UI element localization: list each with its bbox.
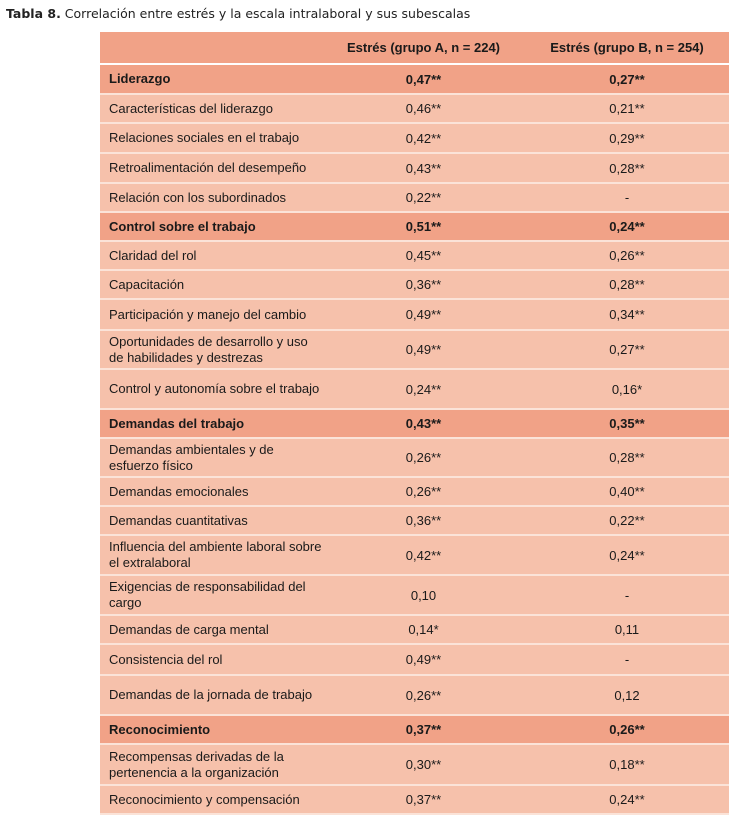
value-group-b: 0,26** (525, 241, 729, 270)
value-group-b: 0,18** (525, 744, 729, 785)
table-row (100, 535, 729, 575)
value-group-b: 0,35** (525, 409, 729, 438)
row-label: Retroalimentación del desempeño (100, 153, 322, 183)
row-label: Exigencias de responsabilidad del cargo (100, 575, 322, 615)
value-group-b: 0,29** (525, 123, 729, 153)
row-label: Participación y manejo del cambio (100, 299, 322, 330)
value-group-b: - (525, 644, 729, 675)
value-group-b: 0,24** (525, 785, 729, 814)
value-group-a: 0,36** (322, 270, 525, 299)
correlation-table (100, 32, 729, 815)
table-row (100, 438, 729, 477)
value-group-a: 0,26** (322, 675, 525, 715)
section-row (100, 409, 729, 438)
value-group-b: 0,28** (525, 270, 729, 299)
value-group-b: 0,12 (525, 675, 729, 715)
table-row (100, 299, 729, 330)
value-group-b: - (525, 575, 729, 615)
header-group-a: Estrés (grupo A, n = 224) (322, 32, 525, 64)
value-group-a: 0,42** (322, 535, 525, 575)
value-group-a: 0,45** (322, 241, 525, 270)
row-label: Consistencia del rol (100, 644, 322, 675)
section-row (100, 715, 729, 744)
row-label: Control sobre el trabajo (100, 212, 322, 241)
value-group-a: 0,36** (322, 506, 525, 535)
row-label: Características del liderazgo (100, 94, 322, 123)
row-label: Demandas ambientales y de esfuerzo físico (100, 438, 322, 477)
header-group-b: Estrés (grupo B, n = 254) (525, 32, 729, 64)
table-row (100, 575, 729, 615)
value-group-a: 0,37** (322, 715, 525, 744)
value-group-a: 0,49** (322, 330, 525, 369)
value-group-a: 0,43** (322, 153, 525, 183)
table-number: Tabla 8. (6, 6, 61, 21)
value-group-a: 0,26** (322, 477, 525, 506)
value-group-b: 0,34** (525, 299, 729, 330)
value-group-a: 0,42** (322, 123, 525, 153)
value-group-a: 0,37** (322, 785, 525, 814)
value-group-a: 0,14* (322, 615, 525, 644)
row-label: Relación con los subordinados (100, 183, 322, 212)
row-label: Demandas de la jornada de trabajo (100, 675, 322, 715)
value-group-a: 0,46** (322, 94, 525, 123)
row-label: Reconocimiento y compensación (100, 785, 322, 814)
value-group-b: 0,28** (525, 438, 729, 477)
table-row (100, 675, 729, 715)
table-row (100, 241, 729, 270)
value-group-a: 0,47** (322, 64, 525, 94)
table-row (100, 270, 729, 299)
value-group-a: 0,49** (322, 299, 525, 330)
value-group-b: 0,22** (525, 506, 729, 535)
row-label: Demandas emocionales (100, 477, 322, 506)
row-label: Demandas del trabajo (100, 409, 322, 438)
table-row (100, 183, 729, 212)
section-row (100, 64, 729, 94)
value-group-a: 0,26** (322, 438, 525, 477)
table-row (100, 330, 729, 369)
table-row (100, 153, 729, 183)
value-group-a: 0,24** (322, 369, 525, 409)
value-group-a: 0,10 (322, 575, 525, 615)
header-subscale (100, 32, 322, 64)
table-row (100, 615, 729, 644)
value-group-b: 0,28** (525, 153, 729, 183)
table-row (100, 785, 729, 814)
row-label: Control y autonomía sobre el trabajo (100, 369, 322, 409)
table-row (100, 477, 729, 506)
value-group-b: 0,16* (525, 369, 729, 409)
row-label: Capacitación (100, 270, 322, 299)
row-label: Liderazgo (100, 64, 322, 94)
table-row (100, 506, 729, 535)
value-group-b: 0,27** (525, 330, 729, 369)
value-group-b: 0,40** (525, 477, 729, 506)
row-label: Relaciones sociales en el trabajo (100, 123, 322, 153)
table-row (100, 744, 729, 785)
table-row (100, 94, 729, 123)
section-row (100, 212, 729, 241)
table-row (100, 369, 729, 409)
value-group-b: 0,21** (525, 94, 729, 123)
table-title: Correlación entre estrés y la escala intralaboral y sus subescalas (60, 6, 471, 21)
row-label: Claridad del rol (100, 241, 322, 270)
table-caption (6, 6, 470, 21)
row-label: Reconocimiento (100, 715, 322, 744)
value-group-a: 0,49** (322, 644, 525, 675)
table-row (100, 123, 729, 153)
row-label: Oportunidades de desarrollo y uso de habilidades y destrezas (100, 330, 322, 369)
value-group-a: 0,30** (322, 744, 525, 785)
table-header-row (100, 32, 729, 64)
value-group-b: 0,27** (525, 64, 729, 94)
value-group-a: 0,43** (322, 409, 525, 438)
value-group-b: 0,24** (525, 212, 729, 241)
row-label: Recompensas derivadas de la pertenencia a la organización (100, 744, 322, 785)
table-body (100, 64, 729, 814)
value-group-a: 0,22** (322, 183, 525, 212)
value-group-b: 0,11 (525, 615, 729, 644)
value-group-b: 0,26** (525, 715, 729, 744)
row-label: Influencia del ambiente laboral sobre el extralaboral (100, 535, 322, 575)
value-group-a: 0,51** (322, 212, 525, 241)
row-label: Demandas cuantitativas (100, 506, 322, 535)
row-label: Demandas de carga mental (100, 615, 322, 644)
value-group-b: 0,24** (525, 535, 729, 575)
table-row (100, 644, 729, 675)
value-group-b: - (525, 183, 729, 212)
